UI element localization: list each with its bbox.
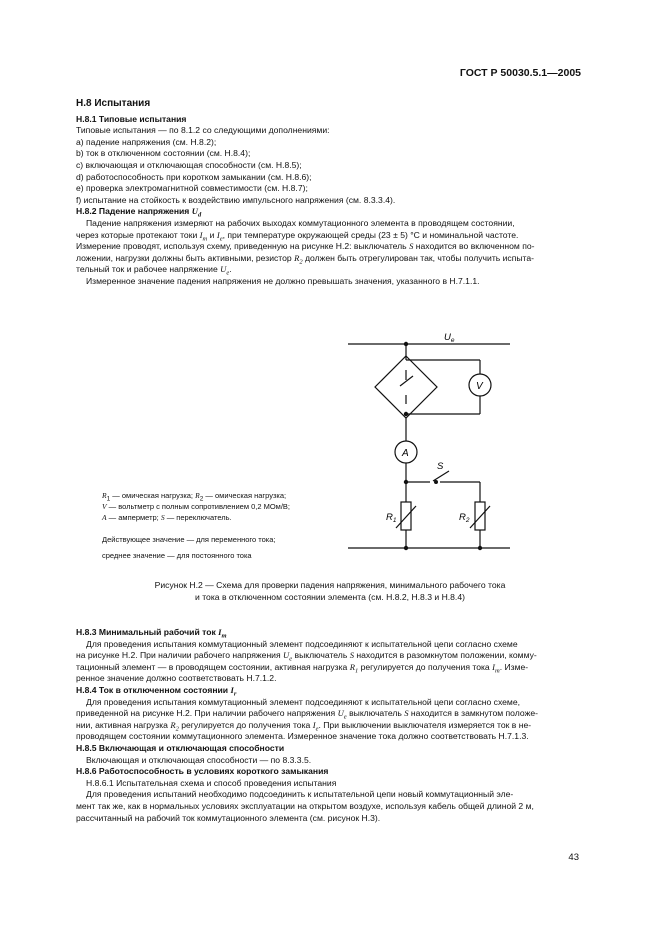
paragraph: Для проведения испытаний необходимо подсоединить к испытательной цепи новый коммутационный эле- bbox=[86, 789, 514, 800]
label-ammeter: A bbox=[402, 448, 409, 459]
legend-line: среднее значение — для постоянного тока bbox=[102, 551, 252, 560]
subsection-title-h81: Н.8.1 Типовые испытания bbox=[76, 113, 187, 124]
subsection-title-h86: Н.8.6 Работоспособность в условиях короткого замыкания bbox=[76, 766, 329, 777]
paragraph: Для проведения испытания коммутационный элемент подсоединяют к испытательной цепи согласно схеме, bbox=[86, 696, 521, 707]
paragraph: ложении, нагрузки должны быть активными, резистор $R_2$ должен быть отрегулирован так, чтобы получить испыта- bbox=[76, 252, 535, 266]
list-item: b) ток в отключенном состоянии (см. Н.8.4); bbox=[76, 148, 251, 159]
paragraph: рассчитанный на рабочий ток коммутационного элемента (см. рисунок Н.3). bbox=[76, 812, 381, 823]
paragraph: тационный элемент — в проводящем состоянии, активная нагрузка $R_1$ регулируется до получения тока $I_m$. Изме- bbox=[76, 661, 529, 675]
section-h83-h86 bbox=[76, 627, 584, 824]
subsection-title-h83: Н.8.3 Минимальный рабочий ток $I_m$ bbox=[76, 627, 227, 640]
legend-line: V — вольтметр с полным сопротивлением 0,2 МОм/В; bbox=[102, 502, 291, 511]
paragraph: Измерение проводят, используя схему, приведенную на рисунке Н.2: выключатель S находится во включенном по- bbox=[76, 241, 535, 252]
paragraph: нии, активная нагрузка $R_2$ регулируется до получения тока $I_e$. При выключении выключателя измеряется ток в не- bbox=[76, 719, 532, 733]
subsection-title-h82: Н.8.2 Падение напряжения $U_d$ bbox=[76, 206, 202, 220]
legend-line: A — амперметр; S — переключатель. bbox=[102, 513, 232, 522]
paragraph: Измеренное значение падения напряжения не должно превышать значения, указанного в Н.7.1.1. bbox=[86, 275, 480, 286]
subsection-title-h84: Н.8.4 Ток в отключенном состоянии $I_r$ bbox=[76, 684, 237, 698]
list-item: c) включающая и отключающая способности (см. Н.8.5); bbox=[76, 159, 302, 170]
label-r1: $R_1$ bbox=[386, 512, 397, 524]
subsubsection-title: Н.8.6.1 Испытательная схема и способ проведения испытания bbox=[86, 777, 337, 788]
legend-line: Действующее значение — для переменного тока; bbox=[102, 535, 276, 544]
section-title: Н.8 Испытания bbox=[76, 98, 151, 109]
subsection-title-h85: Н.8.5 Включающая и отключающая способности bbox=[76, 742, 285, 753]
paragraph: ренное значение должно соответствовать Н.7.1.2. bbox=[76, 673, 277, 684]
list-item: e) проверка электромагнитной совместимости (см. Н.8.7); bbox=[76, 183, 308, 194]
paragraph: на рисунке Н.2. При наличии рабочего напряжения $U_e$ выключатель S находится в разомкнутом положении, комму- bbox=[76, 650, 537, 663]
paragraph: через которые протекают токи $I_m$ и $I_e$, при температуре окружающей среды (23 ± 5) °С и номинальной частоте. bbox=[76, 229, 519, 243]
paragraph: мент так же, как в нормальных условиях эксплуатации на открытом воздухе, используя кабель общей длиной 2 м, bbox=[76, 800, 534, 811]
caption-line: и тока в отключенном состоянии элемента (см. Н.8.2, Н.8.3 и Н.8.4) bbox=[195, 592, 465, 602]
standard-code: ГОСТ Р 50030.5.1—2005 bbox=[459, 67, 581, 79]
legend-line: $R_1$ — омическая нагрузка; $R_2$ — омическая нагрузка; bbox=[102, 491, 287, 503]
paragraph: Падение напряжения измеряют на рабочих выходах коммутационного элемента в проводящем состоянии, bbox=[86, 217, 515, 228]
caption-line: Рисунок Н.2 — Схема для проверки падения напряжения, минимального рабочего тока bbox=[154, 580, 506, 590]
figure-caption bbox=[76, 579, 584, 603]
paragraph: Для проведения испытания коммутационный элемент подсоединяют к испытательной цепи согласно схеме bbox=[86, 638, 518, 649]
page-number: 43 bbox=[568, 852, 579, 863]
label-ue: $U_e$ bbox=[444, 332, 455, 344]
label-r2: $R_2$ bbox=[459, 512, 470, 524]
figure-legend bbox=[102, 490, 342, 561]
label-voltmeter: V bbox=[476, 381, 483, 392]
paragraph: Включающая и отключающая способности — по 8.3.3.5. bbox=[86, 754, 312, 765]
list-item: d) работоспособность при коротком замыкании (см. Н.8.6); bbox=[76, 171, 312, 182]
paragraph: проводящем состоянии коммутационного элемента. Измеренное значение тока должно соответствовать Н.7.1.3. bbox=[76, 731, 529, 742]
list-item: f) испытание на стойкость к воздействию импульсного напряжения (см. 8.3.3.4). bbox=[76, 194, 396, 205]
paragraph: Типовые испытания — по 8.1.2 со следующими дополнениями: bbox=[76, 125, 330, 136]
list-item: а) падение напряжения (см. Н.8.2); bbox=[76, 136, 217, 147]
paragraph: приведенной на рисунке Н.2. При наличии рабочего напряжения $U_e$ выключатель S находится в замкнутом положе- bbox=[76, 708, 538, 721]
label-switch: S bbox=[437, 461, 444, 472]
paragraph: тельный ток и рабочее напряжение $U_e$. bbox=[76, 264, 232, 278]
